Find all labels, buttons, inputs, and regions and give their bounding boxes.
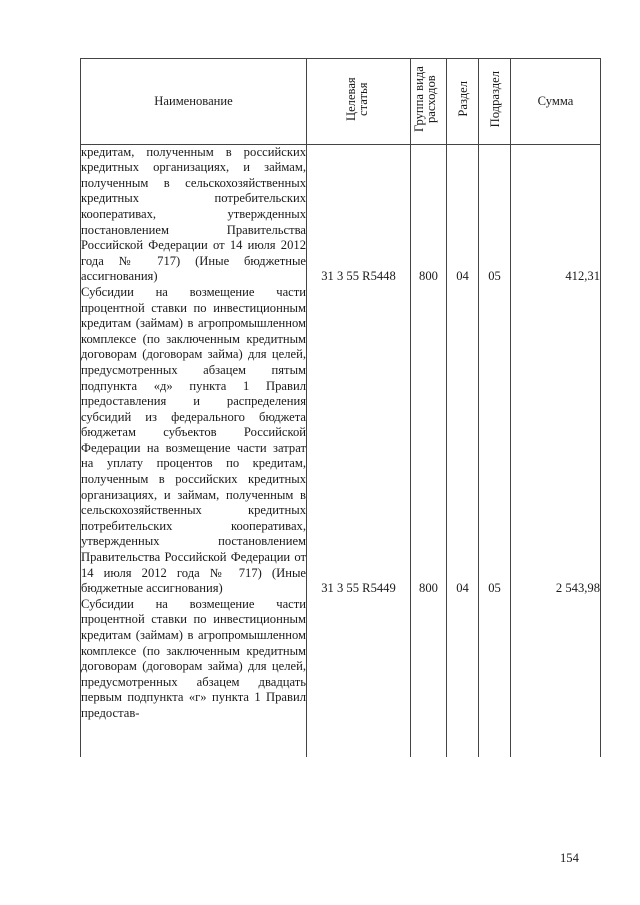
row-target-cell [307,597,411,757]
row-sum-cell: 2 543,98 [511,285,601,597]
row-section-cell [447,597,479,757]
header-subsection: Подраздел [479,59,511,145]
row-subsection-cell: 05 [479,285,511,597]
table-row [81,285,601,597]
table-row [81,144,601,285]
row-target-cell: 31 3 55 R5448 [307,144,411,285]
row-name-cell: Субсидии на возмещение части процентной ставки по инвестиционным кредитам (займам) в агропромышленном комплексе (по заключенным кредитным договорам (договорам займа) для целей, предусмотренных абзацем пятым подпункта «д» пункта 1 Правил предоставления и распределения субсидий из федерального бюджета бюджетам субъектов Российской Федерации на возмещение части затрат на уплату процентов по кредитам, полученным в российских кредитных организациях, и займам, полученным в сельскохозяйственных кредитных потребительских кооперативах, утвержденных постановлением Правительства Российской Федерации от 14 июля 2012 года № 717) (Иные бюджетные ассигнования) [81,284,306,596]
row-section-cell: 04 [447,285,479,597]
row-group-cell: 800 [411,285,447,597]
header-section: Раздел [447,59,479,145]
row-name-cell: кредитам, полученным в российских кредитных организациях, и займам, полученным в сельскохозяйственных кредитных потребительских кооперативах, утвержденных постановлением Правительства Российской Федерации от 14 июля 2012 года № 717) (Иные бюджетные ассигнования) [81,144,306,284]
table-row [81,597,601,757]
row-target-cell: 31 3 55 R5449 [307,285,411,597]
header-target: Целевая статья [307,59,411,145]
row-subsection-cell [479,597,511,757]
row-sum-cell: 412,31 [511,144,601,285]
header-sum: Сумма [511,59,601,145]
header-name: Наименование [81,59,307,145]
budget-table [80,58,601,757]
table-header-row [81,59,601,145]
row-sum-cell [511,597,601,757]
row-section-cell: 04 [447,144,479,285]
row-name-cell: Субсидии на возмещение части процентной ставки по инвестиционным кредитам (займам) в агропромышленном комплексе (по заключенным кредитным договорам (договорам займа) для целей, предусмотренных абзацем двадцать первым подпункта «г» пункта 1 Правил предостав- [81,597,307,757]
header-group: Группа вида расходов [411,59,447,145]
page-number: 154 [560,851,579,865]
row-group-cell: 800 [411,144,447,285]
row-group-cell [411,597,447,757]
row-subsection-cell: 05 [479,144,511,285]
